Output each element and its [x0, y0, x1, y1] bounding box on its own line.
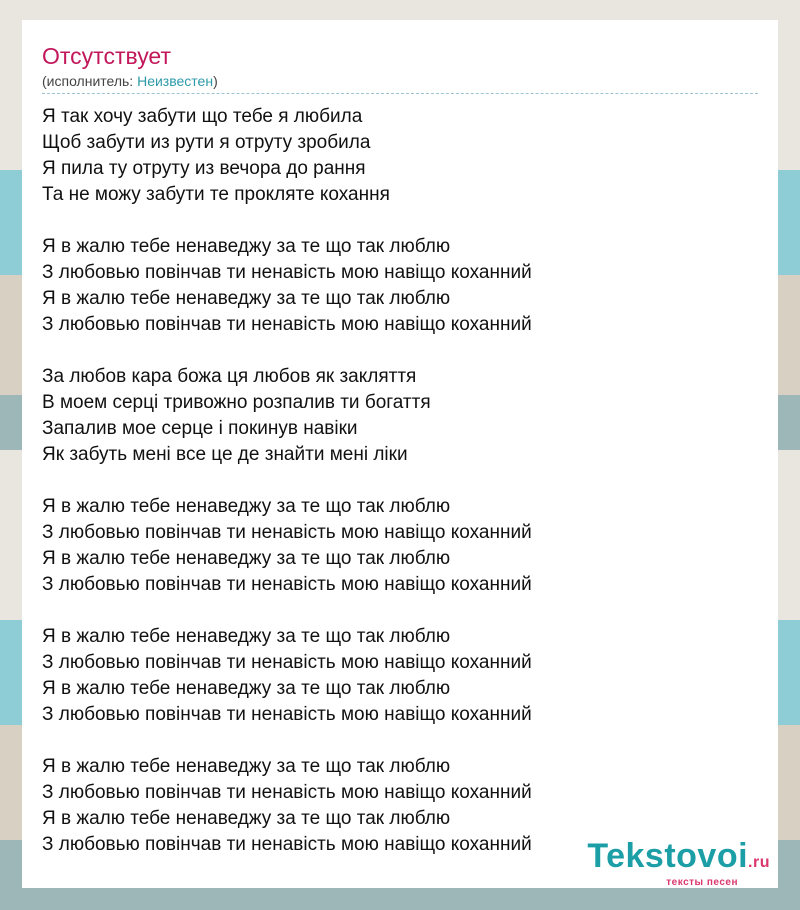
site-logo[interactable]: [587, 839, 770, 888]
lyrics-body: [42, 104, 758, 858]
lyrics-stanza: [42, 494, 758, 598]
lyrics-stanza: [42, 364, 758, 468]
lyric-line: Щоб забути из рути я отруту зробила: [42, 132, 371, 153]
lyric-line: Я в жалю тебе ненаведжу за те що так люблю: [42, 548, 451, 569]
lyric-line: Я в жалю тебе ненаведжу за те що так люблю: [42, 496, 451, 517]
lyric-line: З любовью повінчав ти ненавість мою навіщо коханний: [42, 314, 532, 335]
logo-tagline: тексты песен: [666, 877, 738, 888]
lyric-line: З любовью повінчав ти ненавість мою навіщо коханний: [42, 782, 532, 803]
lyrics-stanza: [42, 624, 758, 728]
artist-link[interactable]: Неизвестен: [137, 73, 214, 89]
lyrics-stanza: [42, 234, 758, 338]
lyric-line: З любовью повінчав ти ненавість мою навіщо коханний: [42, 522, 532, 543]
lyric-line: В моем серці тривожно розпалив ти богаття: [42, 392, 431, 413]
lyric-line: З любовью повінчав ти ненавість мою навіщо коханний: [42, 652, 532, 673]
lyric-line: З любовью повінчав ти ненавість мою навіщо коханний: [42, 262, 532, 283]
lyric-line: Як забуть мені все це де знайти мені ліки: [42, 444, 408, 465]
lyric-line: З любовью повінчав ти ненавість мою навіщо коханний: [42, 704, 532, 725]
logo-domain: .ru: [748, 854, 770, 871]
lyric-line: Та не можу забути те прокляте кохання: [42, 184, 390, 205]
lyric-line: Я в жалю тебе ненаведжу за те що так люблю: [42, 756, 451, 777]
lyric-line: Я в жалю тебе ненаведжу за те що так люблю: [42, 678, 451, 699]
lyric-line: Я так хочу забути що тебе я любила: [42, 106, 363, 127]
artist-suffix: ): [213, 73, 218, 89]
lyric-line: Запалив мое серце і покинув навіки: [42, 418, 358, 439]
artist-prefix: (исполнитель:: [42, 73, 138, 89]
logo-wordmark: [587, 839, 770, 880]
logo-name: Tekstovoi: [587, 837, 749, 875]
lyric-line: За любов кара божа ця любов як закляття: [42, 366, 417, 387]
lyrics-card: [22, 20, 778, 888]
lyric-line: Я в жалю тебе ненаведжу за те що так люблю: [42, 808, 451, 829]
lyric-line: Я в жалю тебе ненаведжу за те що так люблю: [42, 626, 451, 647]
lyric-line: Я в жалю тебе ненаведжу за те що так люблю: [42, 236, 451, 257]
lyric-line: З любовью повінчав ти ненавість мою навіщо коханний: [42, 574, 532, 595]
lyric-line: Я пила ту отруту из вечора до рання: [42, 158, 366, 179]
lyric-line: Я в жалю тебе ненаведжу за те що так люблю: [42, 288, 451, 309]
artist-line: [42, 72, 758, 94]
lyrics-stanza: [42, 104, 758, 208]
song-title: Отсутствует: [42, 43, 171, 69]
lyric-line: З любовью повінчав ти ненавість мою навіщо коханний: [42, 834, 532, 855]
